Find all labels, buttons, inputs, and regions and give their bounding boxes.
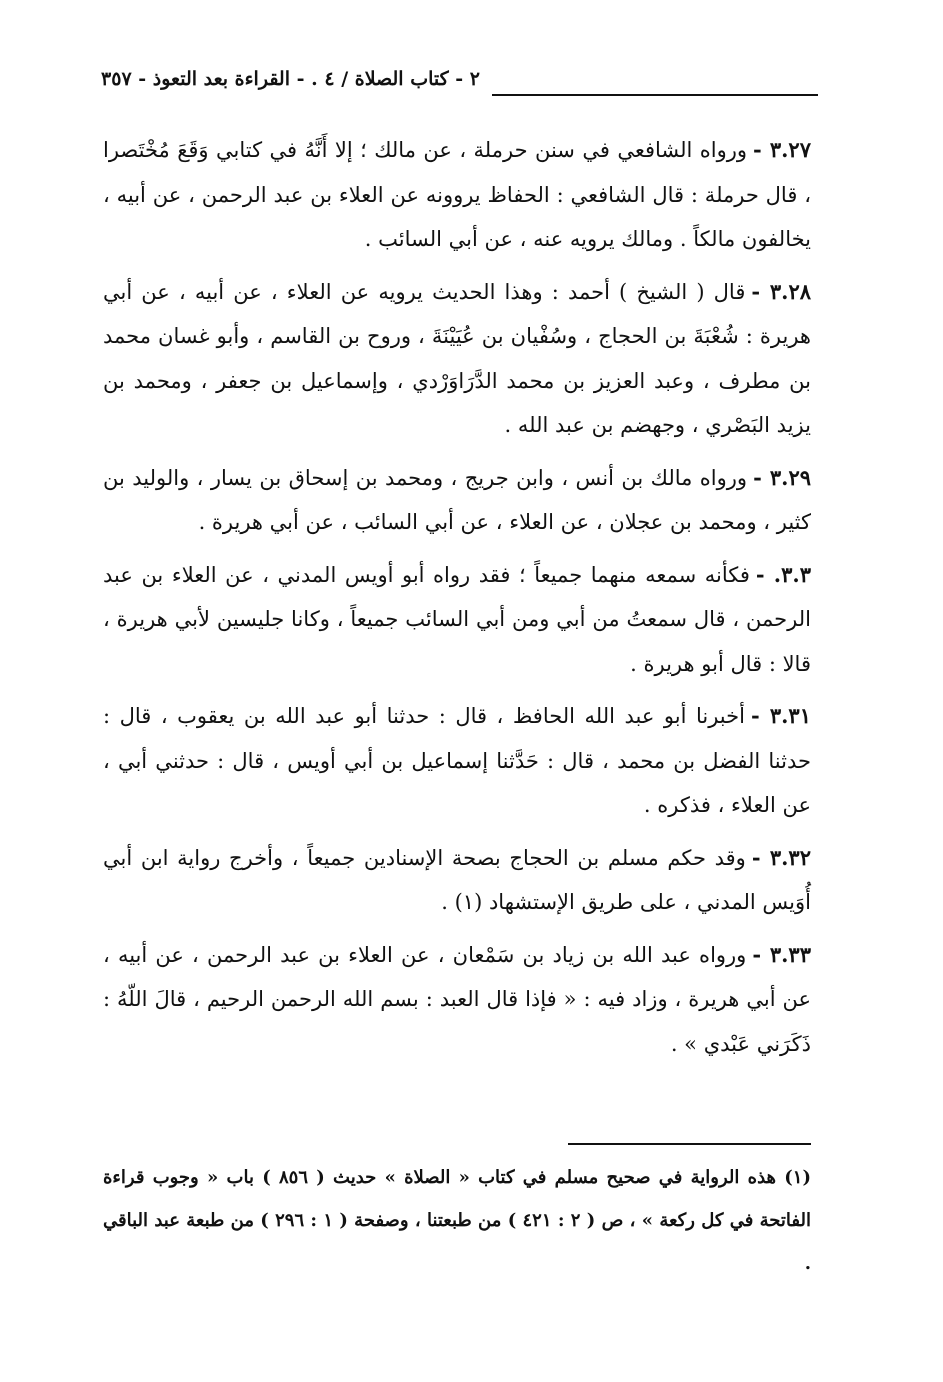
footnotes <box>103 1156 811 1285</box>
paragraph-number: ٣.٢٧ - <box>753 137 811 162</box>
paragraph-text: قال ( الشيخ ) أحمد : وهذا الحديث يرويه عن العلاء ، عن أبيه ، عن أبي هريرة : شُعْبَةَ بن الحجاج ، وسُفْيان بن عُيَيْنَةَ ، وروح بن القاسم ، وأبو غسان محمد بن مطرف ، وعبد العزيز بن محمد الدَّرَاوَرْدي ، وإسماعيل بن جعفر ، ومحمد بن يزيد البَصْري ، وجهضم بن عبد الله . <box>103 279 811 437</box>
paragraph-text: فكأنه سمعه منهما جميعاً ؛ فقد رواه أبو أويس المدني ، عن العلاء بن عبد الرحمن ، قال سمعتُ من أبي ومن أبي السائب جميعاً ، وكانا جليسين لأبي هريرة ، قالا : قال أبو هريرة . <box>103 562 811 676</box>
paragraph-number: ٣.٢٨ - <box>751 278 812 304</box>
paragraph-number: ٣.٣٣ - <box>752 941 811 967</box>
paragraph-number: ٣.٣. - <box>755 561 811 587</box>
paragraph-text: ورواه الشافعي في سنن حرملة ، عن مالك ؛ إلا أَنَّهُ في كتابي وَقَعَ مُخْتَصرا ، قال حرملة : قال الشافعي : الحفاظ يروونه عن العلاء بن عبد الرحمن ، عن أبيه ، يخالفون مالكاً . ومالك يرويه عنه ، عن أبي السائب . <box>103 138 811 251</box>
paragraph-3031 <box>103 694 811 828</box>
paragraph-text: ورواه عبد الله بن زياد بن سَمْعان ، عن العلاء بن عبد الرحمن ، عن أبيه ، عن أبي هريرة ، وزاد فيه : « فإذا قال العبد : بسم الله الرحمن الرحيم ، قالَ اللّهُ : ذَكَرَني عَبْدي » . <box>103 942 811 1056</box>
paragraph-number: ٣.٢٩ - <box>753 464 812 490</box>
paragraph-3033 <box>103 933 811 1067</box>
paragraph-number: ٣.٣٢ - <box>751 844 811 870</box>
paragraph-3027 <box>103 128 811 262</box>
paragraph-text: ورواه مالك بن أنس ، وابن جريج ، ومحمد بن إسحاق بن يسار ، والوليد بن كثير ، ومحمد بن عجلان ، عن العلاء ، عن أبي السائب ، عن أبي هريرة . <box>103 465 811 534</box>
paragraph-3030 <box>103 553 811 687</box>
paragraph-number: ٣.٣١ - <box>750 703 811 728</box>
footnote-rule <box>568 1143 811 1145</box>
running-head-title: ٢ - كتاب الصلاة / ٤ . - القراءة بعد التعوذ - ٣٥٧ <box>101 68 480 90</box>
running-head-rule <box>492 94 818 96</box>
main-text <box>103 128 811 1074</box>
paragraph-3032 <box>103 836 811 925</box>
paragraph-text: أخبرنا أبو عبد الله الحافظ ، قال : حدثنا أبو عبد الله بن يعقوب ، قال : حدثنا الفضل بن محمد ، قال : حَدَّثنا إسماعيل بن أبي أويس ، قال : حدثني أبي ، عن العلاء ، فذكره . <box>103 704 811 817</box>
running-head <box>96 64 818 104</box>
footnote-1: (١) هذه الرواية في صحيح مسلم في كتاب « الصلاة » حديث ( ٨٥٦ ) باب « وجوب قراءة الفاتحة في كل ركعة » ، ص ( ٢ : ٤٢١ ) من طبعتنا ، وصفحة ( ١ : ٢٩٦ ) من طبعة عبد الباقي . <box>103 1167 811 1274</box>
paragraph-3028 <box>103 270 811 448</box>
paragraph-text: وقد حكم مسلم بن الحجاج بصحة الإسنادين جميعاً ، وأخرج رواية ابن أبي أُوَيس المدني ، على طريق الإستشهاد (١) . <box>103 845 811 914</box>
paragraph-3029 <box>103 456 811 545</box>
